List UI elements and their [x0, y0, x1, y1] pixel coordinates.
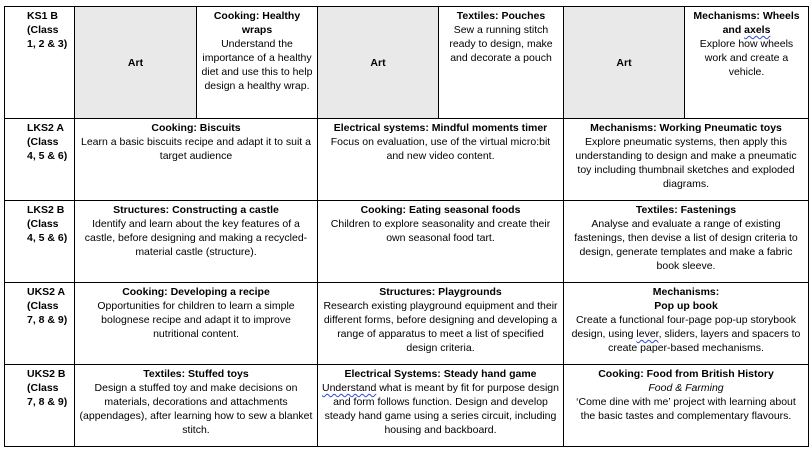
unit-cell	[75, 283, 318, 365]
table-row	[5, 201, 809, 283]
unit-title: Cooking: Food from British History	[598, 368, 774, 380]
desc-text: , sliders, layers and spacers to create paper-based mechanisms.	[608, 328, 801, 354]
spellcheck-word: axels	[744, 24, 771, 36]
unit-title-text: Mechanisms: Wheels and	[693, 10, 800, 36]
unit-cell	[439, 7, 564, 119]
unit-title: Cooking: Eating seasonal foods	[360, 204, 521, 216]
unit-title: Electrical systems: Mindful moments timer	[333, 122, 548, 134]
unit-description: Understand the importance of a healthy diet and use this to help design a healthy wrap.	[201, 38, 313, 92]
unit-description: Research existing playground equipment and their different forms, before designing and developing a range of apparatus to meet a list of specified design criteria.	[323, 300, 558, 354]
unit-title: Cooking: Developing a recipe	[122, 286, 270, 298]
desc-text: Create a functional four-page pop-up storybook design, using	[571, 314, 797, 340]
unit-subtitle: Food & Farming	[648, 382, 724, 394]
unit-description: Identify and learn about the key features of a castle, before designing and making a recycled-material castle (structure).	[84, 218, 308, 258]
unit-description: Children to explore seasonality and create their own seasonal food tart.	[330, 218, 551, 244]
unit-description: ‘Come dine with me’ project with learning about the basic tastes and complementary flavours.	[576, 396, 796, 422]
table-row	[5, 7, 809, 119]
unit-cell	[564, 283, 809, 365]
unit-description	[568, 313, 804, 355]
spellcheck-word: lever	[636, 328, 659, 340]
unit-title: Mechanisms: Working Pneumatic toys	[590, 122, 782, 134]
unit-cell	[318, 283, 564, 365]
unit-cell	[564, 119, 809, 201]
unit-title: Electrical Systems: Steady hand game	[344, 368, 537, 380]
unit-title: Cooking: Healthy wraps	[213, 10, 301, 36]
row-label: KS1 B (Class 1, 2 & 3)	[5, 7, 75, 119]
unit-description: Explore pneumatic systems, then apply this understanding to design and make a pneumatic toy including thumbnail sketches and exploded diagrams.	[575, 136, 797, 190]
unit-title: Art	[370, 56, 386, 69]
row-label: LKS2 A (Class 4, 5 & 6)	[5, 119, 75, 201]
unit-description: Design a stuffed toy and make decisions on materials, decorations and attachments (appendages), after learning how to sew a blanket stitch.	[79, 382, 313, 436]
unit-cell	[75, 7, 197, 119]
unit-title: Textiles: Fastenings	[635, 204, 737, 216]
unit-cell	[318, 201, 564, 283]
unit-description: Opportunities for children to learn a simple bolognese recipe and adapt it to improve nutritional content.	[97, 300, 295, 340]
unit-title: Textiles: Pouches	[456, 10, 546, 22]
unit-description: Analyse and evaluate a range of existing fastenings, then devise a list of design criteria to design, generate templates and make a fabric book sleeve.	[574, 218, 798, 272]
unit-cell	[75, 201, 318, 283]
unit-cell	[685, 7, 809, 119]
unit-title-line2: Pop up book	[654, 300, 718, 312]
unit-cell	[75, 365, 318, 447]
unit-cell	[318, 119, 564, 201]
unit-title: Art	[127, 56, 144, 69]
row-label: UKS2 A (Class 7, 8 & 9)	[5, 283, 75, 365]
unit-title: Mechanisms:	[652, 286, 720, 298]
row-label: UKS2 B (Class 7, 8 & 9)	[5, 365, 75, 447]
unit-title: Structures: Playgrounds	[379, 286, 502, 298]
unit-description: Focus on evaluation, use of the virtual micro:bit and new video content.	[330, 136, 551, 162]
table-row	[5, 365, 809, 447]
unit-cell	[318, 7, 439, 119]
unit-description: Explore how wheels work and create a vehicle.	[699, 38, 794, 78]
table-row	[5, 119, 809, 201]
unit-description	[322, 381, 559, 437]
spellcheck-word: Understand	[322, 382, 377, 394]
unit-description: Learn a basic biscuits recipe and adapt it to suit a target audience	[81, 136, 311, 162]
unit-cell	[75, 119, 318, 201]
desc-text: what is meant by fit for purpose design and form follows function. Design and develop steady hand game using a series circuit, including housing and backboard.	[324, 382, 559, 436]
row-label: LKS2 B (Class 4, 5 & 6)	[5, 201, 75, 283]
unit-title: Textiles: Stuffed toys	[143, 368, 249, 380]
unit-title	[689, 9, 804, 37]
unit-title: Art	[616, 56, 632, 69]
unit-cell	[564, 201, 809, 283]
curriculum-table	[4, 6, 809, 447]
unit-title: Cooking: Biscuits	[151, 122, 241, 134]
unit-cell	[564, 365, 809, 447]
unit-cell	[197, 7, 318, 119]
unit-cell	[564, 7, 685, 119]
unit-title: Structures: Constructing a castle	[113, 204, 279, 216]
table-row	[5, 283, 809, 365]
unit-cell	[318, 365, 564, 447]
unit-description: Sew a running stitch ready to design, make and decorate a pouch	[449, 24, 553, 64]
